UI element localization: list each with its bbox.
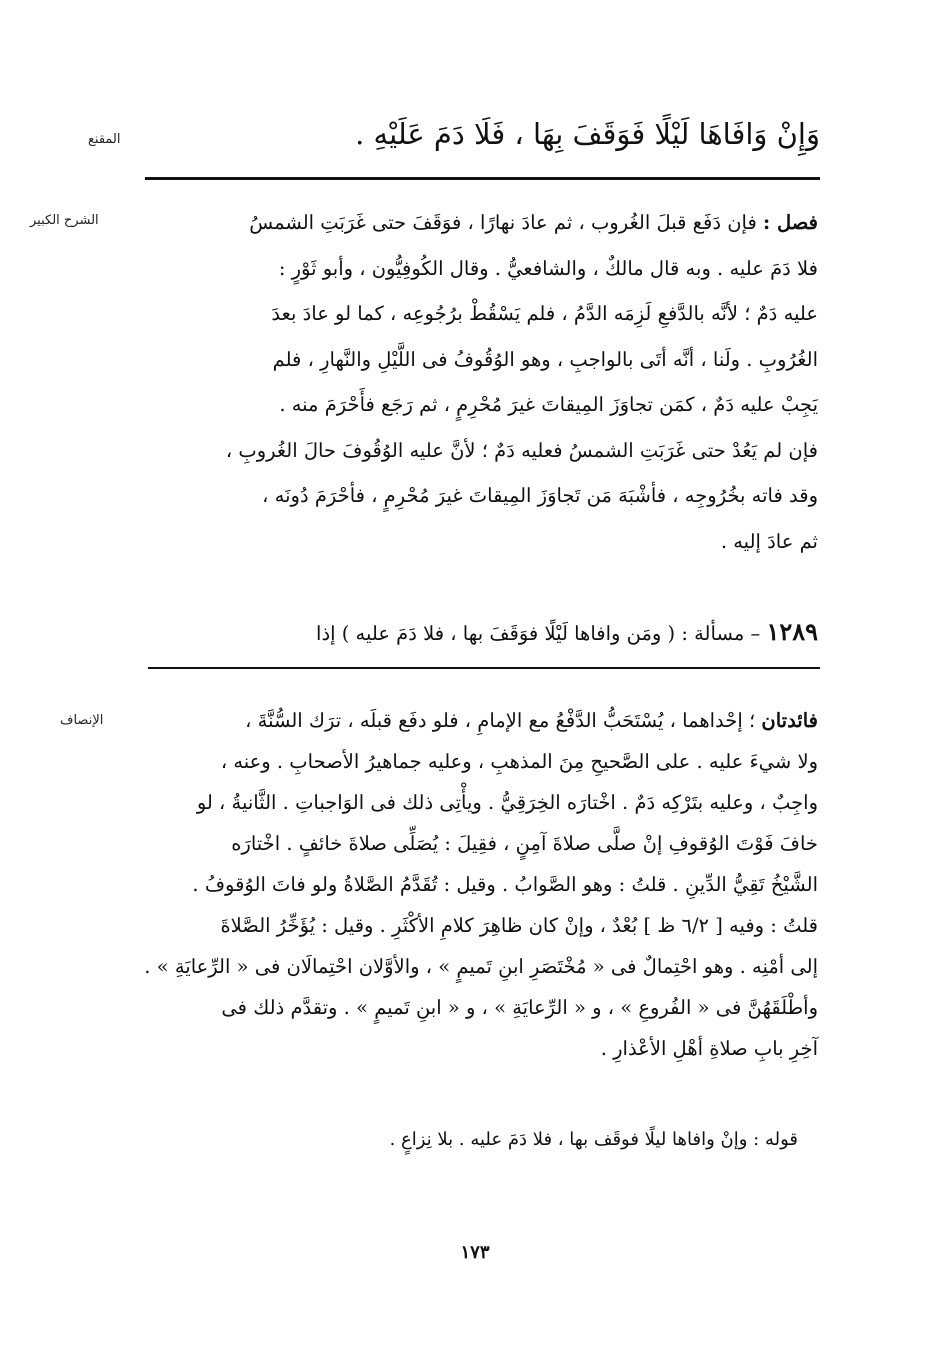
- matn-text: وَإِنْ وَافَاهَا لَيْلًا فَوَقَفَ بِهَا ، فَلَا دَمَ عَلَيْهِ .: [355, 117, 820, 151]
- sharh-lead: فصل :: [763, 211, 818, 234]
- insaf-line-4: خافَ فَوْتَ الوُقوفِ إنْ صلَّى صلاةَ آمِنٍ ، فقِيلَ : يُصَلِّى صلاةَ خائفٍ . اخْتارَه: [231, 832, 818, 855]
- sharh-line-7: وقد فاته بخُرُوجِه ، فأشْبَهَ مَن تَجاوَزَ المِيقاتَ غيرَ مُحْرِمٍ ، فأحْرَمَ دُونَه ،: [262, 484, 818, 507]
- insaf-lead: فائدتان: [761, 709, 818, 732]
- sharh-line-1: فصل : فإن دَفَع قبلَ الغُروب ، ثم عادَ نهارًا ، فوَقَفَ حتى غَرَبَتِ الشمسُ: [249, 211, 818, 234]
- insaf-line-6: قلتُ : وفيه [ ٦/٢ ظ ] بُعْدٌ ، وإنْ كان ظاهِرَ كلامِ الأكْثَرِ . وقيل : يُؤَخِّرُ الصَّلاةَ: [220, 914, 818, 937]
- side-label-sharh: الشرح الكبير: [30, 213, 99, 228]
- insaf-line-7: إلى أمْنِه . وهو احْتِمالٌ فى « مُخْتَصَرِ ابنِ تَميمٍ » ، والأوَّلان احْتِمالَان فى « الرِّعايَةِ » .: [144, 955, 818, 978]
- insaf-line-3: واجِبٌ ، وعليه بتَرْكِه دَمٌ . اخْتارَه الخِرَقِيُّ . ويأْتِى ذلك فى الوَاجباتِ . الثَّانيةُ ، لو: [196, 791, 818, 814]
- insaf-line-8: وأطْلَقَهُنَّ فى « الفُروعِ » ، و « الرِّعايَةِ » ، و « ابنِ تَميمٍ » . وتقدَّم ذلك فى: [221, 996, 818, 1019]
- sharh-line-2: فلا دَمَ عليه . وبه قال مالكٌ ، والشافعيُّ . وقال الكُوفِيُّون ، وأبو ثَوْرٍ :: [278, 256, 818, 280]
- side-label-insaf: الإنصاف: [60, 713, 104, 728]
- insaf-block: [144, 700, 818, 1069]
- sharh-line-4: الغُرُوبِ . ولَنا ، أنَّه أتَى بالواجبِ ، وهو الوُقُوفُ فى اللَّيْلِ والنَّهارِ ، فلم: [272, 347, 818, 371]
- page-number: ١٧٣: [460, 1242, 490, 1263]
- sharh-block: [148, 200, 818, 564]
- side-label-muqni: المقنع: [88, 132, 121, 147]
- sharh-line-3: عليه دَمٌ ؛ لأنَّه بالدَّفعِ لَزِمَه الدَّمُ ، فلم يَسْقُطْ برُجُوعِه ، كما لو عادَ بعدَ: [271, 302, 818, 325]
- insaf-line-2: ولا شيءَ عليه . على الصَّحيحِ مِنَ المذهبِ ، وعليه جماهيرُ الأصحابِ . وعنه ،: [220, 750, 818, 773]
- masala-line: [148, 610, 818, 656]
- qawluh-line: قوله : وإنْ وافاها ليلًا فوقَف بها ، فلا دَمَ عليه . بلا نِزاعٍ .: [389, 1129, 798, 1150]
- sharh-line-5: يَجِبْ عليه دَمٌ ، كمَن تجاوَزَ المِيقاتَ غيرَ مُحْرِمٍ ، ثم رَجَع فأَحْرَمَ منه .: [279, 393, 818, 416]
- masala-number: ١٢٨٩: [766, 617, 818, 646]
- matn-divider: [145, 177, 820, 180]
- sharh-line-8: ثم عادَ إليه .: [720, 529, 818, 553]
- insaf-line-5: الشَّيْخُ تَقِيُّ الدِّينِ . قلتُ : وهو الصَّوابُ . وقيل : تُقَدَّمُ الصَّلاةُ ولو فاتَ الوُقوفُ .: [192, 873, 818, 896]
- sharh-line-6: فإن لم يَعُدْ حتى غَرَبَتِ الشمسُ فعليه دَمٌ ؛ لأنَّ عليه الوُقُوفَ حالَ الغُروبِ ،: [225, 438, 818, 462]
- masala-text: – مسألة : ( ومَن وافاها لَيْلًا فوَقَفَ بها ، فلا دَمَ عليه ) إذا: [316, 622, 761, 645]
- sharh-divider: [148, 667, 820, 669]
- insaf-line-9: آخِرِ بابِ صلاةِ أهْلِ الأعْذارِ .: [600, 1037, 818, 1060]
- insaf-line-1: فائدتان ؛ إحْداهما ، يُسْتَحَبُّ الدَّفْعُ مع الإمامِ ، فلو دفَع قبلَه ، ترَك السُّنَّةَ ،: [245, 709, 818, 732]
